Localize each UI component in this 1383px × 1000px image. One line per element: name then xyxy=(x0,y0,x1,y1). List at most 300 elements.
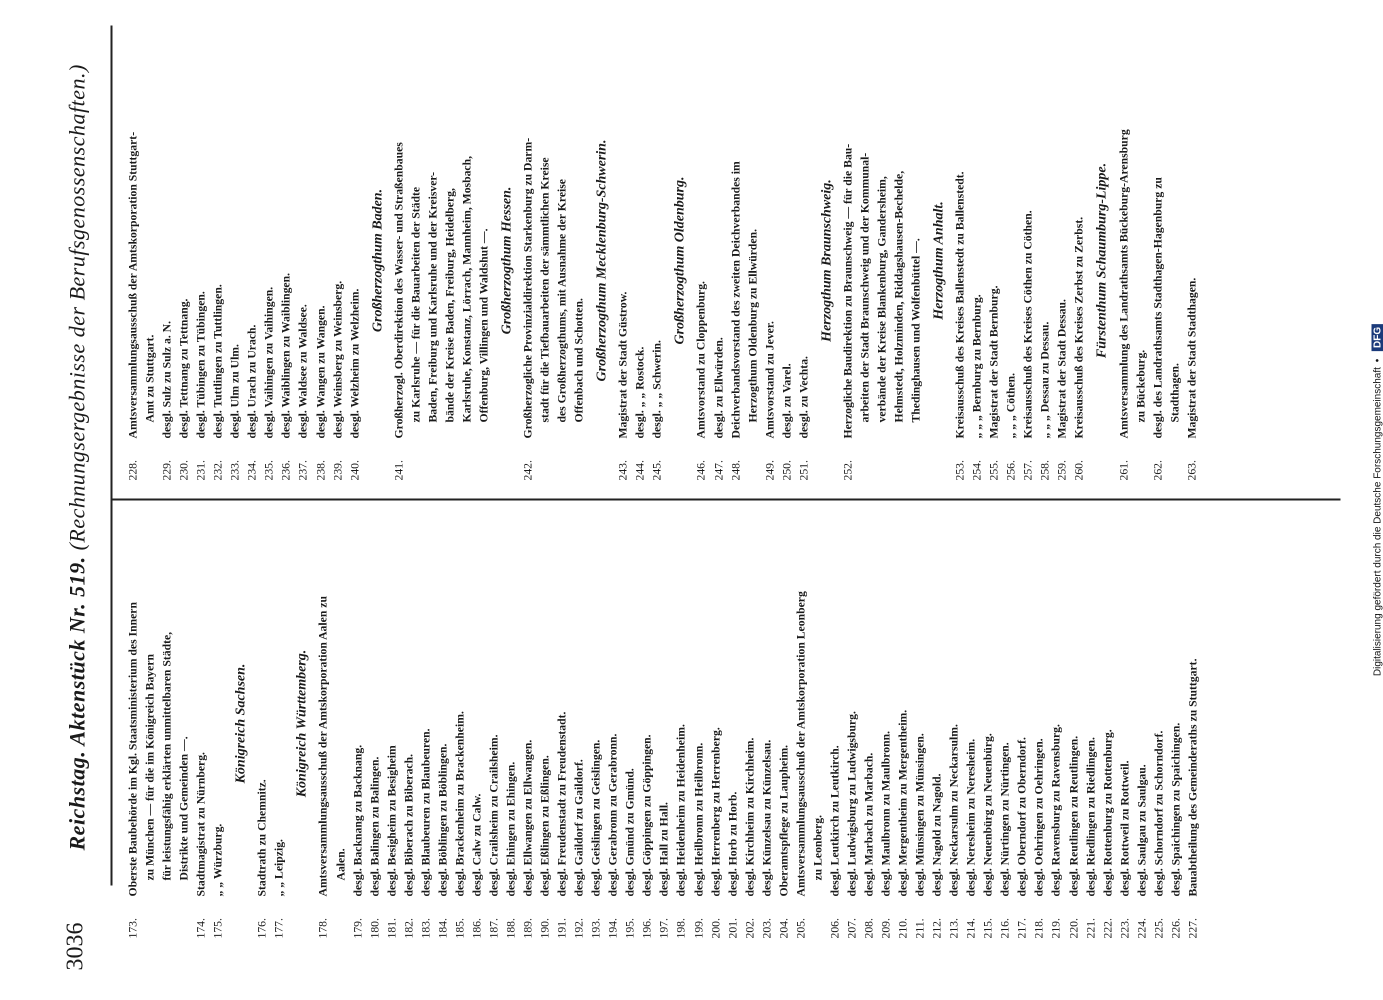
entry-number: 235. xyxy=(262,459,276,480)
entry-number: 208. xyxy=(861,917,875,938)
entry-line: desgl. Waldsee zu Waldsee. xyxy=(296,303,310,438)
list-item xyxy=(570,508,587,938)
entry-line: desgl. Neuenbürg zu Neuenbürg. xyxy=(981,732,995,896)
entry-number: 223. xyxy=(1117,917,1131,938)
entry-text xyxy=(614,40,631,438)
entry-line: Oberamtspflege zu Laupheim. xyxy=(776,744,790,896)
entry-line: desgl. Tuttlingen zu Tuttlingen. xyxy=(211,283,225,438)
entry-text xyxy=(1149,40,1183,438)
entry-text xyxy=(192,508,209,896)
entry-text xyxy=(1047,508,1064,896)
list-item xyxy=(1047,508,1064,938)
entry-number: 242. xyxy=(521,459,535,480)
entry-text xyxy=(792,508,826,896)
entry-line: desgl. Oehringen zu Oehringen. xyxy=(1032,737,1046,896)
list-item xyxy=(707,508,724,938)
entry-line: „ „ „ Cöthen. xyxy=(1004,372,1018,438)
entry-number: 263. xyxy=(1184,459,1198,480)
entry-line: desgl. Gaildorf zu Gaildorf. xyxy=(572,758,586,896)
entry-line: desgl. Leutkirch zu Leutkirch. xyxy=(827,744,841,896)
list-item xyxy=(1183,40,1200,480)
entry-line: zu Bückeburg. xyxy=(1133,349,1147,422)
list-item xyxy=(1149,40,1183,480)
entry-number: 211. xyxy=(913,917,927,938)
list-item xyxy=(631,40,648,480)
entry-number: 197. xyxy=(657,917,671,938)
entry-number: 246. xyxy=(694,459,708,480)
entry-text xyxy=(253,508,270,896)
entry-line: Stadtmagistrat zu Nürnberg. xyxy=(194,751,208,896)
entry-line: Großherzogliche Provinzialdirektion Starkenburg zu Darm- xyxy=(521,137,535,438)
list-item xyxy=(1013,508,1030,938)
list-item xyxy=(604,508,621,938)
entry-line: Magistrat der Stadt Bernburg. xyxy=(987,284,1001,438)
entry-number: 178. xyxy=(316,917,330,938)
entry-number: 259. xyxy=(1055,459,1069,480)
list-item xyxy=(795,40,812,480)
entry-line: desgl. Marbach zu Marbach. xyxy=(861,752,875,896)
entry-number: 181. xyxy=(384,917,398,938)
entry-number: 222. xyxy=(1100,917,1114,938)
entry-line: desgl. Ellwangen zu Ellwangen. xyxy=(521,739,535,896)
entry-line: desgl. Nagold zu Nagold. xyxy=(930,772,944,896)
entry-text xyxy=(795,40,812,438)
entry-text xyxy=(707,508,724,896)
entry-text xyxy=(312,40,329,438)
entry-text xyxy=(124,508,192,896)
entry-number: 221. xyxy=(1083,917,1097,938)
entry-text xyxy=(631,40,648,438)
list-item xyxy=(839,40,924,480)
list-item xyxy=(1036,40,1053,480)
entry-text xyxy=(775,508,792,896)
entry-number: 182. xyxy=(401,917,415,938)
entry-text xyxy=(1099,508,1116,896)
entry-text xyxy=(400,508,417,896)
list-item xyxy=(741,508,758,938)
entry-text xyxy=(451,508,468,896)
entry-line: desgl. Geislingen zu Geislingen. xyxy=(589,739,603,896)
entry-line: Stadtrath zu Chemnitz. xyxy=(255,778,269,896)
list-item xyxy=(1150,508,1167,938)
entry-number: 175. xyxy=(211,917,225,938)
entry-text xyxy=(877,508,894,896)
list-item xyxy=(400,508,417,938)
entry-text xyxy=(158,40,175,438)
entry-text xyxy=(928,508,945,896)
entry-line: desgl. zu Varel. xyxy=(779,362,793,438)
entry-line: desgl. Blaubeuren zu Blaubeuren. xyxy=(418,727,432,896)
entry-line: Magistrat der Stadt Güstrow. xyxy=(616,291,630,438)
section-heading: Herzogthum Anhalt. xyxy=(931,200,947,320)
entry-text xyxy=(911,508,928,896)
entry-line: verbände der Kreise Blankenburg, Gandersheim, xyxy=(874,175,888,422)
entry-line: desgl. Rottenburg zu Rottenburg. xyxy=(1100,728,1114,896)
entry-text xyxy=(366,508,383,896)
entry-text xyxy=(383,508,400,896)
entry-number: 250. xyxy=(779,459,793,480)
entry-line: desgl. Münsingen zu Münsingen. xyxy=(913,732,927,896)
list-item xyxy=(468,508,485,938)
list-item xyxy=(778,40,795,480)
entry-number: 262. xyxy=(1150,459,1164,480)
list-item xyxy=(417,508,434,938)
entry-line: desgl. Saulgau zu Saulgau. xyxy=(1134,763,1148,896)
list-item xyxy=(672,508,689,938)
list-item xyxy=(968,40,985,480)
entry-number: 240. xyxy=(347,459,361,480)
list-item xyxy=(519,40,587,480)
entry-line: Großherzogl. Oberdirektion des Wasser- und Straßenbaues xyxy=(391,141,405,438)
entry-text xyxy=(979,508,996,896)
entry-text xyxy=(346,40,363,438)
entry-number: 249. xyxy=(762,459,776,480)
list-item xyxy=(485,508,502,938)
entry-number: 192. xyxy=(572,917,586,938)
entry-text xyxy=(985,40,1002,438)
entry-text xyxy=(996,508,1013,896)
entry-text xyxy=(1036,40,1053,438)
entry-text xyxy=(417,508,434,896)
list-item xyxy=(996,508,1013,938)
list-item xyxy=(860,508,877,938)
entry-line: desgl. Freudenstadt zu Freudenstadt. xyxy=(555,711,569,896)
entry-number: 186. xyxy=(469,917,483,938)
entry-number: 233. xyxy=(228,459,242,480)
entry-text xyxy=(648,40,665,438)
list-item xyxy=(951,40,968,480)
entry-line: Offenburg, Villingen und Waldshut —. xyxy=(476,228,490,422)
entry-line: desgl. zu Ellwürden. xyxy=(711,336,725,438)
entry-text xyxy=(502,508,519,896)
entry-line: desgl. „ „ Schwerin. xyxy=(650,339,664,438)
list-item xyxy=(614,40,631,480)
list-item xyxy=(349,508,366,938)
entry-line: desgl. Spaichingen zu Spaichingen. xyxy=(1168,722,1182,896)
entry-line: desgl. Backnang zu Backnang. xyxy=(350,744,364,896)
entry-number: 238. xyxy=(313,459,327,480)
list-item xyxy=(1082,508,1099,938)
entry-text xyxy=(1053,40,1070,438)
entry-number: 174. xyxy=(194,917,208,938)
entry-text xyxy=(349,508,366,896)
entry-number: 180. xyxy=(367,917,381,938)
list-item xyxy=(383,508,400,938)
list-item xyxy=(124,40,158,480)
list-item xyxy=(928,508,945,938)
entry-number: 251. xyxy=(796,459,810,480)
entry-text xyxy=(519,40,587,438)
list-item xyxy=(945,508,962,938)
entry-number: 179. xyxy=(350,917,364,938)
entry-line: desgl. Reutlingen zu Reutlingen. xyxy=(1066,735,1080,896)
entry-text xyxy=(209,508,226,896)
list-item xyxy=(553,508,570,938)
entry-line: desgl. Herrenberg zu Herrenberg. xyxy=(708,726,722,896)
entry-text xyxy=(1002,40,1019,438)
title-text: Reichstag. Aktenstück Nr. 519. xyxy=(64,555,89,850)
entry-text xyxy=(260,40,277,438)
list-item xyxy=(270,508,287,938)
entry-line: Helmstedt, Holzminden, Riddagshausen-Bechelde, xyxy=(891,170,905,422)
entry-text xyxy=(727,40,761,438)
entry-line: desgl. Gmünd zu Gmünd. xyxy=(623,767,637,896)
entry-line: desgl. Ulm zu Ulm. xyxy=(228,343,242,438)
entry-number: 260. xyxy=(1072,459,1086,480)
entry-line: desgl. Biberach zu Biberach. xyxy=(401,753,415,896)
credit-text: Digitalisierung gefördert durch die Deutsche Forschungsgemeinschaft xyxy=(1372,367,1383,677)
entry-number: 209. xyxy=(879,917,893,938)
entry-line: desgl. Waiblingen zu Waiblingen. xyxy=(279,272,293,438)
entry-text xyxy=(758,508,775,896)
list-item xyxy=(894,508,911,938)
list-item xyxy=(390,40,492,480)
list-item xyxy=(260,40,277,480)
entry-number: 218. xyxy=(1032,917,1046,938)
list-item xyxy=(1019,40,1036,480)
list-item xyxy=(587,508,604,938)
list-item xyxy=(192,508,209,938)
entry-number: 252. xyxy=(840,459,854,480)
section-heading: Königreich Sachsen. xyxy=(233,663,249,783)
entry-line: Bauabtheilung des Gemeinderaths zu Stuttgart. xyxy=(1185,658,1199,896)
entry-text xyxy=(553,508,570,896)
entry-line: stadt für die Tiefbauarbeiten der sämmtlichen Kreise xyxy=(538,156,552,422)
entry-number: 220. xyxy=(1066,917,1080,938)
list-item xyxy=(1053,40,1070,480)
list-item xyxy=(312,40,329,480)
entry-line: desgl. Sulz zu Sulz a. N. xyxy=(160,320,174,438)
section-heading: Großherzogthum Oldenburg. xyxy=(672,175,688,345)
entry-line: desgl. Tettnang zu Tettnang. xyxy=(177,298,191,438)
entry-line: desgl. Mergentheim zu Mergentheim. xyxy=(896,709,910,896)
entry-number: 194. xyxy=(606,917,620,938)
entry-line: desgl. Weinsberg zu Weinsberg. xyxy=(330,280,344,438)
entry-line: desgl. Brackenheim zu Brackenheim. xyxy=(452,710,466,896)
entry-line: desgl. Rottweil zu Rottweil. xyxy=(1117,759,1131,896)
entry-number: 256. xyxy=(1004,459,1018,480)
entry-number: 227. xyxy=(1185,917,1199,938)
entry-text xyxy=(1065,508,1082,896)
entry-number: 230. xyxy=(177,459,191,480)
left-column xyxy=(124,508,1201,938)
entry-text xyxy=(1082,508,1099,896)
entry-line: desgl. Kirchheim zu Kirchheim. xyxy=(742,737,756,896)
entry-line: Kreisausschuß des Kreises Cöthen zu Cöthen. xyxy=(1021,209,1035,438)
entry-number: 200. xyxy=(708,917,722,938)
entry-number: 198. xyxy=(674,917,688,938)
entry-line: Herzogthum Oldenburg zu Ellwürden. xyxy=(745,228,759,422)
list-item xyxy=(761,40,778,480)
entry-number: 215. xyxy=(981,917,995,938)
entry-number: 212. xyxy=(930,917,944,938)
entry-text xyxy=(175,40,192,438)
entry-line: Aalen. xyxy=(333,847,347,880)
section-heading: Großherzogthum Baden. xyxy=(369,188,385,332)
entry-text xyxy=(621,508,638,896)
list-item xyxy=(1184,508,1201,938)
list-item xyxy=(979,508,996,938)
list-item xyxy=(843,508,860,938)
entry-number: 199. xyxy=(691,917,705,938)
list-item xyxy=(451,508,468,938)
list-item xyxy=(621,508,638,938)
entry-text xyxy=(604,508,621,896)
entry-number: 258. xyxy=(1038,459,1052,480)
list-item xyxy=(243,40,260,480)
entry-text xyxy=(485,508,502,896)
entry-line: Magistrat der Stadt Stadthagen. xyxy=(1184,277,1198,438)
entry-text xyxy=(951,40,968,438)
list-item xyxy=(226,40,243,480)
entry-line: desgl. Ludwigsburg zu Ludwigsburg. xyxy=(844,710,858,896)
entry-line: desgl. Neckarsulm zu Neckarsulm. xyxy=(947,723,961,896)
list-item xyxy=(792,508,826,938)
entry-number: 196. xyxy=(640,917,654,938)
entry-line: zu München — für die im Königreich Bayern xyxy=(143,653,157,880)
entry-number: 191. xyxy=(555,917,569,938)
entry-line: desgl. Besigheim zu Besigheim xyxy=(384,744,398,896)
entry-number: 244. xyxy=(633,459,647,480)
entry-text xyxy=(710,40,727,438)
list-item xyxy=(911,508,928,938)
entry-text xyxy=(1116,508,1133,896)
list-item xyxy=(727,40,761,480)
entry-text xyxy=(1019,40,1036,438)
credit-strip xyxy=(1372,0,1383,1000)
entry-text xyxy=(226,40,243,438)
list-item xyxy=(877,508,894,938)
entry-line: Herzogliche Baudirektion zu Braunschweig — für die Bau- xyxy=(840,143,854,438)
section-heading: Herzogthum Braunschweig. xyxy=(818,178,834,342)
page-header xyxy=(62,0,98,1000)
entry-text xyxy=(778,40,795,438)
credit-line: Digitalisierung gefördert durch die Deutsche Forschungsgemeinschaft • DFG xyxy=(1371,324,1383,676)
title-subtitle: (Rechnungsergebnisse der Berufsgenossenschaften.) xyxy=(64,63,89,550)
entry-line: „ „ „ Bernburg zu Bernburg. xyxy=(970,293,984,438)
list-item xyxy=(692,40,709,480)
entry-number: 229. xyxy=(160,459,174,480)
entry-line: desgl. Böblingen zu Böblingen. xyxy=(435,743,449,896)
entry-line: desgl. Ehingen zu Ehingen. xyxy=(503,761,517,896)
entry-line: zu Karlsruhe — für die Bauarbeiten der Städte xyxy=(408,186,422,422)
entry-text xyxy=(1133,508,1150,896)
entry-text xyxy=(1167,508,1184,896)
entry-line: Oberste Baubehörde im Kgl. Staatsministerium des Innern xyxy=(126,601,139,896)
entry-line: desgl. zu Vechta. xyxy=(796,355,810,438)
entry-line: desgl. Göppingen zu Göppingen. xyxy=(640,733,654,896)
column-divider xyxy=(110,498,1340,500)
entry-text xyxy=(587,508,604,896)
entry-number: 217. xyxy=(1015,917,1029,938)
entry-text xyxy=(468,508,485,896)
entry-text xyxy=(314,508,348,896)
list-item xyxy=(648,40,665,480)
entry-text xyxy=(1184,508,1201,896)
list-item xyxy=(158,40,175,480)
entry-line: desgl. Welzheim zu Welzheim. xyxy=(347,288,361,438)
section-heading: Großherzogthum Hessen. xyxy=(498,186,514,334)
entry-line: desgl. des Landrathsamts Stadthagen-Hagenburg zu xyxy=(1150,176,1164,438)
list-item xyxy=(1116,508,1133,938)
entry-text xyxy=(968,40,985,438)
entry-number: 190. xyxy=(538,917,552,938)
entry-text xyxy=(1183,40,1200,438)
entry-line: desgl. Ravensburg zu Ravensburg. xyxy=(1049,723,1063,896)
entry-text xyxy=(243,40,260,438)
list-item xyxy=(1070,40,1087,480)
list-item xyxy=(1002,40,1019,480)
entry-line: desgl. Urach zu Urach. xyxy=(245,324,259,438)
entry-text xyxy=(843,508,860,896)
entry-line: desgl. „ „ Rostock. xyxy=(633,346,647,438)
list-item xyxy=(175,40,192,480)
list-item xyxy=(1167,508,1184,938)
entry-number: 193. xyxy=(589,917,603,938)
entry-text xyxy=(826,508,843,896)
entry-line: desgl. Eßlingen zu Eßlingen. xyxy=(538,754,552,896)
entry-line: desgl. Heidenheim zu Heidenheim. xyxy=(674,723,688,896)
entry-line: desgl. Künzelsau zu Künzelsau. xyxy=(759,739,773,896)
entry-line: Stadthagen. xyxy=(1167,362,1181,422)
entry-number: 189. xyxy=(521,917,535,938)
entry-line: Karlsruhe, Konstanz, Lörrach, Mannheim, Mosbach, xyxy=(459,155,473,422)
section-heading: Königreich Württemberg. xyxy=(294,649,310,797)
entry-number: 184. xyxy=(435,917,449,938)
entry-line: desgl. Tübingen zu Tübingen. xyxy=(194,290,208,438)
entry-text xyxy=(329,40,346,438)
entry-line: „ „ „ Dessau zu Dessau. xyxy=(1038,321,1052,438)
list-item xyxy=(826,508,843,938)
entry-text xyxy=(672,508,689,896)
entry-line: bände der Kreise Baden, Freiburg, Heidelberg, xyxy=(442,187,456,422)
entry-number: 177. xyxy=(272,917,286,938)
entry-text xyxy=(434,508,451,896)
entry-number: 255. xyxy=(987,459,1001,480)
entry-line: desgl. Nürtingen zu Nürtingen. xyxy=(998,741,1012,896)
entry-line: Amtsversammlungsausschuß der Amtskorporation Stuttgart- xyxy=(126,131,139,438)
entry-line: Kreisausschuß des Kreises Zerbst zu Zerbst. xyxy=(1072,216,1086,438)
entry-number: 216. xyxy=(998,917,1012,938)
list-item xyxy=(1065,508,1082,938)
entry-number: 176. xyxy=(255,917,269,938)
entry-number: 253. xyxy=(953,459,967,480)
entry-line: desgl. Crailsheim zu Crailsheim. xyxy=(486,734,500,896)
entry-text xyxy=(690,508,707,896)
entry-number: 205. xyxy=(793,917,807,938)
list-item xyxy=(124,508,192,938)
entry-text xyxy=(945,508,962,896)
entry-line: Distrikte und Gemeinden —. xyxy=(177,735,191,880)
list-item xyxy=(502,508,519,938)
entry-line: Amt zu Stuttgart. xyxy=(143,334,157,422)
entry-text xyxy=(724,508,741,896)
entry-number: 203. xyxy=(759,917,773,938)
entry-number: 254. xyxy=(970,459,984,480)
entry-text xyxy=(761,40,778,438)
entry-number: 228. xyxy=(126,459,139,480)
entry-text xyxy=(692,40,709,438)
entry-line: für leistungsfähig erklärten unmittelbaren Städte, xyxy=(160,631,174,880)
entry-text xyxy=(860,508,877,896)
entry-number: 188. xyxy=(503,917,517,938)
entry-line: desgl. Schorndorf zu Schorndorf. xyxy=(1151,730,1165,896)
entry-line: desgl. Calw zu Calw. xyxy=(469,793,483,896)
entry-number: 183. xyxy=(418,917,432,938)
list-item xyxy=(655,508,672,938)
entry-line: desgl. Horb zu Horb. xyxy=(725,791,739,896)
list-item xyxy=(519,508,536,938)
